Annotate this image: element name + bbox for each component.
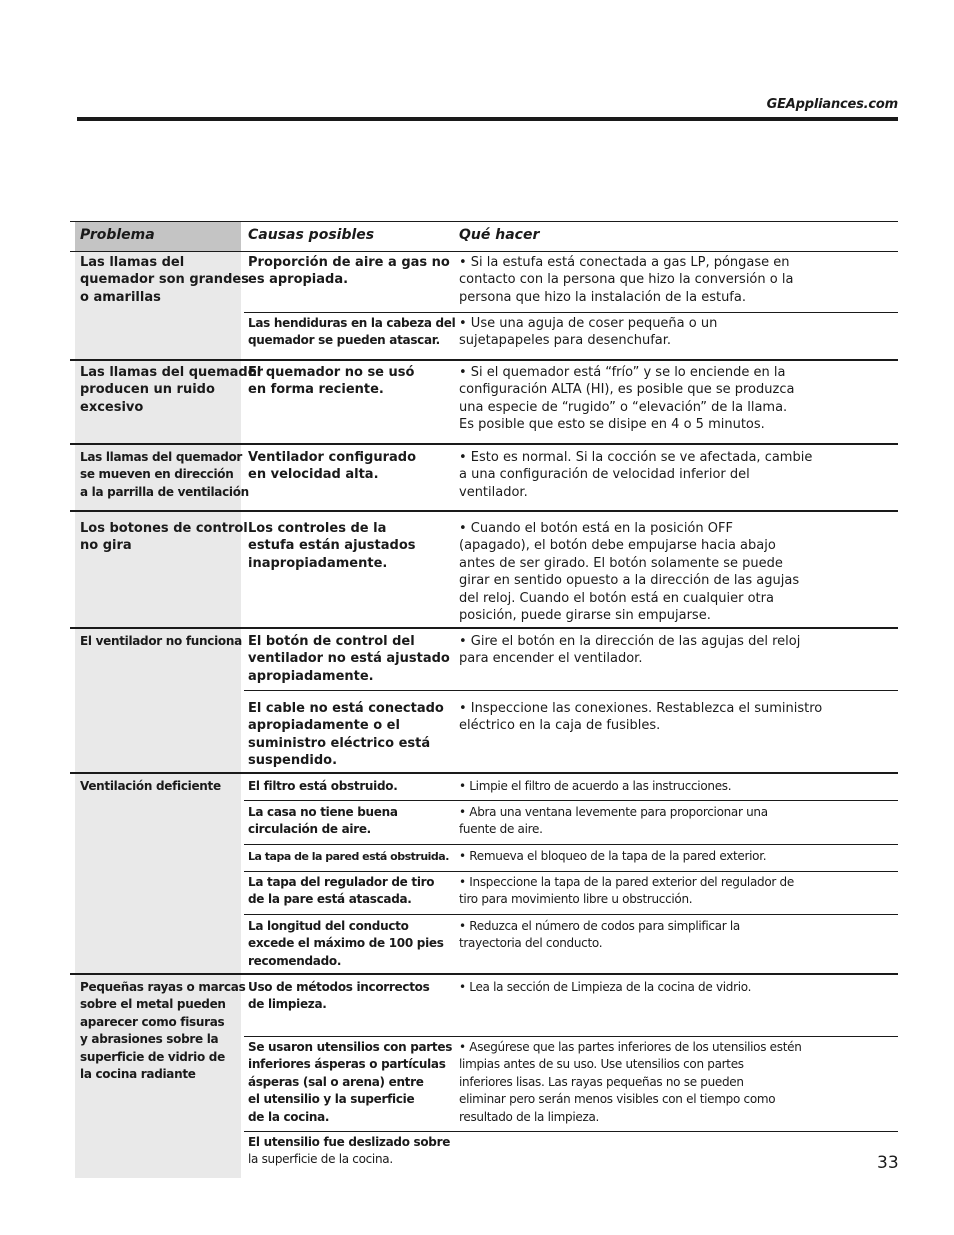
action-cell: • Inspeccione la tapa de la pared exterior del regulador de tiro para movimiento libre u obstrucción. <box>459 875 794 907</box>
action-cell: • Reduzca el número de codos para simplificar la trayectoria del conducto. <box>459 919 740 951</box>
cause-cell: La longitud del conducto excede el máximo de 100 pies recomendado. <box>248 919 444 968</box>
problem-cell: El ventilador no funciona <box>80 634 242 648</box>
column-header-causes: Causas posibles <box>248 227 375 243</box>
header-bottom-border <box>70 251 898 252</box>
cause-cell: El cable no está conectado apropiadamente o el suministro eléctrico está suspendido. <box>248 701 444 769</box>
row-divider <box>244 800 898 801</box>
group-divider <box>70 627 898 629</box>
cause-cell-bold: El utensilio fue deslizado sobre <box>248 1135 451 1149</box>
problem-cell: Pequeñas rayas o marcas sobre el metal pueden aparecer como fisuras y abrasiones sobre la superficie de vidrio de la cocina radiante <box>80 980 246 1082</box>
problem-cell: Los botones de control no gira <box>80 521 248 554</box>
row-divider <box>244 1131 898 1132</box>
action-cell: • Esto es normal. Si la cocción se ve afectada, cambie a una configuración de velocidad inferior del ventilador. <box>459 450 813 500</box>
action-cell: • Asegúrese que las partes inferiores de los utensilios estén limpias antes de su uso. Use utensilios con partes inferiores lisas. Las rayas pequeñas no se pueden eliminar pero serán menos visibles con el tiempo como resultado de la limpieza. <box>459 1040 802 1124</box>
cause-cell: La casa no tiene buena circulación de aire. <box>248 805 398 837</box>
group-divider <box>70 772 898 774</box>
action-cell: • Lea la sección de Limpieza de la cocina de vidrio. <box>459 980 752 994</box>
cause-cell: El botón de control del ventilador no está ajustado apropiadamente. <box>248 634 450 684</box>
action-cell: • Inspeccione las conexiones. Restablezca el suministro eléctrico en la caja de fusibles. <box>459 701 823 734</box>
group-divider <box>70 443 898 445</box>
group-divider <box>70 510 898 512</box>
action-cell: • Cuando el botón está en la posición OFF (apagado), el botón debe empujarse hacia abajo antes de ser girado. El botón solamente se puede girar en sentido opuesto a la dirección de las agujas del reloj. Cuando el botón está en cualquier otra posición, puede girarse sin empujarse. <box>459 521 800 624</box>
row-divider <box>244 1036 898 1037</box>
cause-cell: Ventilador configurado en velocidad alta. <box>248 450 417 483</box>
group-divider <box>70 973 898 975</box>
row-divider <box>244 844 898 845</box>
cause-cell: Se usaron utensilios con partes inferiores ásperas o partículas ásperas (sal o arena) entre el utensilio y la superficie de la cocina. <box>248 1040 453 1124</box>
column-header-problem: Problema <box>80 227 155 243</box>
row-divider <box>244 871 898 872</box>
row-divider <box>244 312 898 313</box>
cause-cell <box>248 1134 450 1169</box>
cause-cell: Las hendiduras en la cabeza del quemador se pueden atascar. <box>248 316 456 348</box>
row-divider <box>244 690 898 691</box>
row-divider <box>244 914 898 915</box>
cause-cell-regular: la superficie de la cocina. <box>248 1152 393 1167</box>
column-header-action: Qué hacer <box>459 227 540 243</box>
action-cell: • Remueva el bloqueo de la tapa de la pared exterior. <box>459 849 767 863</box>
problem-cell: Las llamas del quemador son grandes o amarillas <box>80 255 249 305</box>
cause-cell: La tapa de la pared está obstruida. <box>248 850 449 863</box>
action-cell: • Limpie el filtro de acuerdo a las instrucciones. <box>459 779 732 793</box>
action-cell: • Si el quemador está “frío” y se lo enciende en la configuración ALTA (HI), es posible que se produzca una especie de “rugido” o “elevación” de la llama. Es posible que esto se disipe en 4 o 5 minutos. <box>459 365 795 433</box>
cause-cell: La tapa del regulador de tiro de la pare está atascada. <box>248 875 435 907</box>
page-number: 33 <box>877 1153 899 1173</box>
action-cell: • Use una aguja de coser pequeña o un sujetapapeles para desenchufar. <box>459 316 718 349</box>
problem-cell: Ventilación deficiente <box>80 779 221 793</box>
header-rule <box>77 117 898 121</box>
action-cell: • Abra una ventana levemente para proporcionar una fuente de aire. <box>459 805 768 837</box>
website-url: GEAppliances.com <box>766 97 898 112</box>
action-cell: • Gire el botón en la dirección de las agujas del reloj para encender el ventilador. <box>459 634 801 667</box>
cause-cell: Proporción de aire a gas no es apropiada. <box>248 255 450 288</box>
group-divider <box>70 359 898 361</box>
action-cell: • Si la estufa está conectada a gas LP, póngase en contacto con la persona que hizo la conversión o la persona que hizo la instalación de la estufa. <box>459 255 794 305</box>
cause-cell: Los controles de la estufa están ajustados inapropiadamente. <box>248 521 416 571</box>
cause-cell: Uso de métodos incorrectos de limpieza. <box>248 980 430 1012</box>
problem-cell: Las llamas del quemador producen un ruido excesivo <box>80 365 264 415</box>
problem-cell: Las llamas del quemador se mueven en dirección a la parrilla de ventilación <box>80 450 249 499</box>
cause-cell: El quemador no se usó en forma reciente. <box>248 365 415 398</box>
cause-cell: El filtro está obstruido. <box>248 779 398 793</box>
